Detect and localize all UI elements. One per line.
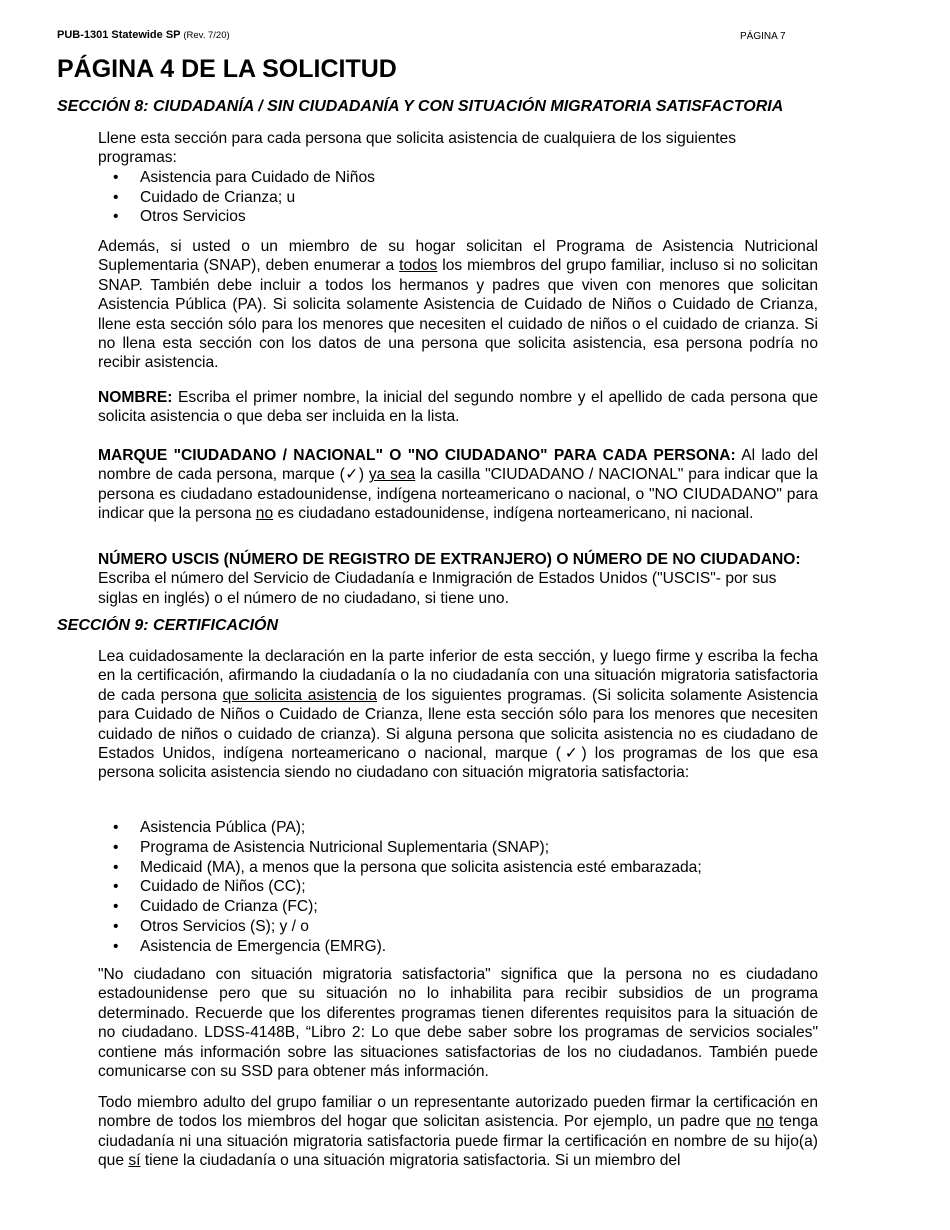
section-9-heading: SECCIÓN 9: CERTIFICACIÓN bbox=[57, 617, 279, 634]
list-item: • Asistencia para Cuidado de Niños bbox=[98, 168, 818, 188]
underlined-text: todos bbox=[399, 257, 438, 275]
form-code bbox=[57, 29, 230, 41]
snap-paragraph bbox=[98, 237, 818, 373]
list-item: • Asistencia Pública (PA); bbox=[98, 818, 818, 838]
section-9-paragraph-3 bbox=[98, 1093, 818, 1171]
list-item: • Cuidado de Crianza; u bbox=[98, 188, 818, 208]
nombre-paragraph bbox=[98, 388, 818, 427]
marque-label: MARQUE "CIUDADANO / NACIONAL" O "NO CIUDADANO" PARA CADA PERSONA: bbox=[98, 447, 736, 464]
text-run: Escriba el primer nombre, la inicial del segundo nombre y el apellido de cada persona que solicita asistencia o que deba ser incluida en la lista. bbox=[98, 389, 818, 426]
form-code-text: PUB-1301 Statewide SP bbox=[57, 29, 181, 41]
marque-paragraph bbox=[98, 446, 818, 524]
text-run: tenga ciudadanía ni una situación migratoria satisfactoria puede firmar la certificación en nombre de su hijo(a) que bbox=[98, 1113, 818, 1170]
text-run: Al lado del nombre de cada persona, marque (✓) bbox=[98, 447, 818, 484]
list-item: • Medicaid (MA), a menos que la persona que solicita asistencia esté embarazada; bbox=[98, 858, 818, 878]
text-run: de los siguientes programas. (Si solicita solamente Asistencia para Cuidado de Niños o Cuidado de Crianza, llene esta sección sólo para los menores que necesiten cuidado de niños o cuidado de crianza). Si alguna persona que solicita asistencia no es ciudadano de Estados Unidos, indígena norteamericano o nacional, marque (✓) los programas de los que esa persona solicita asistencia siendo no ciudadano con situación migratoria satisfactoria: bbox=[98, 686, 818, 782]
section-8-intro-block bbox=[98, 129, 818, 227]
text-run: los miembros del grupo familiar, incluso si no solicitan SNAP. También debe incluir a todos los hermanos y padres que viven con menores que solicitan Asistencia Pública (PA). Si solicita solamente Asistencia de Cuidado de Niños o Cuidado de Crianza, llene esta sección sólo para los menores que necesiten el cuidado de niños o el cuidado de crianza. Si no llena esta sección con los datos de una persona que solicita asistencia, esa persona podría no recibir asistencia. bbox=[98, 257, 818, 372]
nombre-label: NOMBRE: bbox=[98, 389, 173, 406]
list-item: • Asistencia de Emergencia (EMRG). bbox=[98, 937, 818, 957]
text-run: Todo miembro adulto del grupo familiar o un representante autorizado pueden firmar la certificación en nombre de todos los miembros del hogar que solicitan asistencia. Por ejemplo, un padre que bbox=[98, 1094, 818, 1131]
uscis-paragraph bbox=[98, 550, 818, 608]
page-title: PÁGINA 4 DE LA SOLICITUD bbox=[57, 55, 397, 83]
section-8-heading: SECCIÓN 8: CIUDADANÍA / SIN CIUDADANÍA Y CON SITUACIÓN MIGRATORIA SATISFACTORIA bbox=[57, 98, 784, 115]
text-run: Lea cuidadosamente la declaración en la parte inferior de esta sección, y luego firme y escriba la fecha en la certificación, afirmando la ciudadanía o la no ciudadanía con una situación migratoria satisfactoria de cada persona bbox=[98, 648, 818, 704]
text-run: Escriba el número del Servicio de Ciudadanía e Inmigración de Estados Unidos ("USCIS"- por sus siglas en inglés) o el número de no ciudadano, si tiene uno. bbox=[98, 570, 777, 607]
text-run: es ciudadano estadounidense, indígena norteamericano, ni nacional. bbox=[273, 505, 754, 523]
list-item: • Otros Servicios bbox=[98, 207, 818, 227]
section-8-intro: Llene esta sección para cada persona que solicita asistencia de cualquiera de los siguientes programas: bbox=[98, 130, 737, 167]
section-9-paragraph-2 bbox=[98, 965, 818, 1081]
section-8-program-list bbox=[98, 168, 818, 227]
list-item: • Cuidado de Niños (CC); bbox=[98, 877, 818, 897]
page-number: PÁGINA 7 bbox=[740, 31, 786, 42]
list-item: • Programa de Asistencia Nutricional Suplementaria (SNAP); bbox=[98, 838, 818, 858]
uscis-label: NÚMERO USCIS (NÚMERO DE REGISTRO DE EXTRANJERO) O NÚMERO DE NO CIUDADANO: bbox=[98, 551, 801, 568]
section-9-paragraph-1 bbox=[98, 647, 818, 783]
form-revision: (Rev. 7/20) bbox=[183, 30, 230, 41]
text-run: tiene la ciudadanía o una situación migratoria satisfactoria. Si un miembro del bbox=[140, 1152, 681, 1170]
underlined-text: no bbox=[255, 505, 274, 523]
underlined-text: que solicita asistencia bbox=[222, 686, 378, 704]
section-9-program-list bbox=[98, 818, 818, 957]
list-item: • Otros Servicios (S); y / o bbox=[98, 917, 818, 937]
text-run: la casilla "CIUDADANO / NACIONAL" para indicar que la persona es ciudadano estadounidense, indígena norteamericano o nacional, o "NO CIUDADANO" para indicar que la persona bbox=[98, 466, 818, 523]
section-9-program-block bbox=[98, 818, 818, 957]
underlined-text: ya sea bbox=[368, 466, 416, 484]
text-run: Además, si usted o un miembro de su hogar solicitan el Programa de Asistencia Nutricional Suplementaria (SNAP), deben enumerar a bbox=[98, 238, 818, 275]
underlined-text: no bbox=[756, 1113, 774, 1131]
underlined-text: sí bbox=[128, 1152, 141, 1170]
text-run: "No ciudadano con situación migratoria satisfactoria" significa que la persona no es ciudadano estadounidense pero que su situación no lo inhabilita para recibir subsidios de un programa determinado. Recuerde que los diferentes programas tienen diferentes requisitos para la situación de no ciudadano. LDSS-4148B, “Libro 2: Lo que debe saber sobre los programas de servicios sociales" contiene más información sobre las situaciones satisfactorias de los no ciudadanos. También puede comunicarse con su SSD para obtener más información. bbox=[98, 966, 818, 1081]
list-item: • Cuidado de Crianza (FC); bbox=[98, 897, 818, 917]
